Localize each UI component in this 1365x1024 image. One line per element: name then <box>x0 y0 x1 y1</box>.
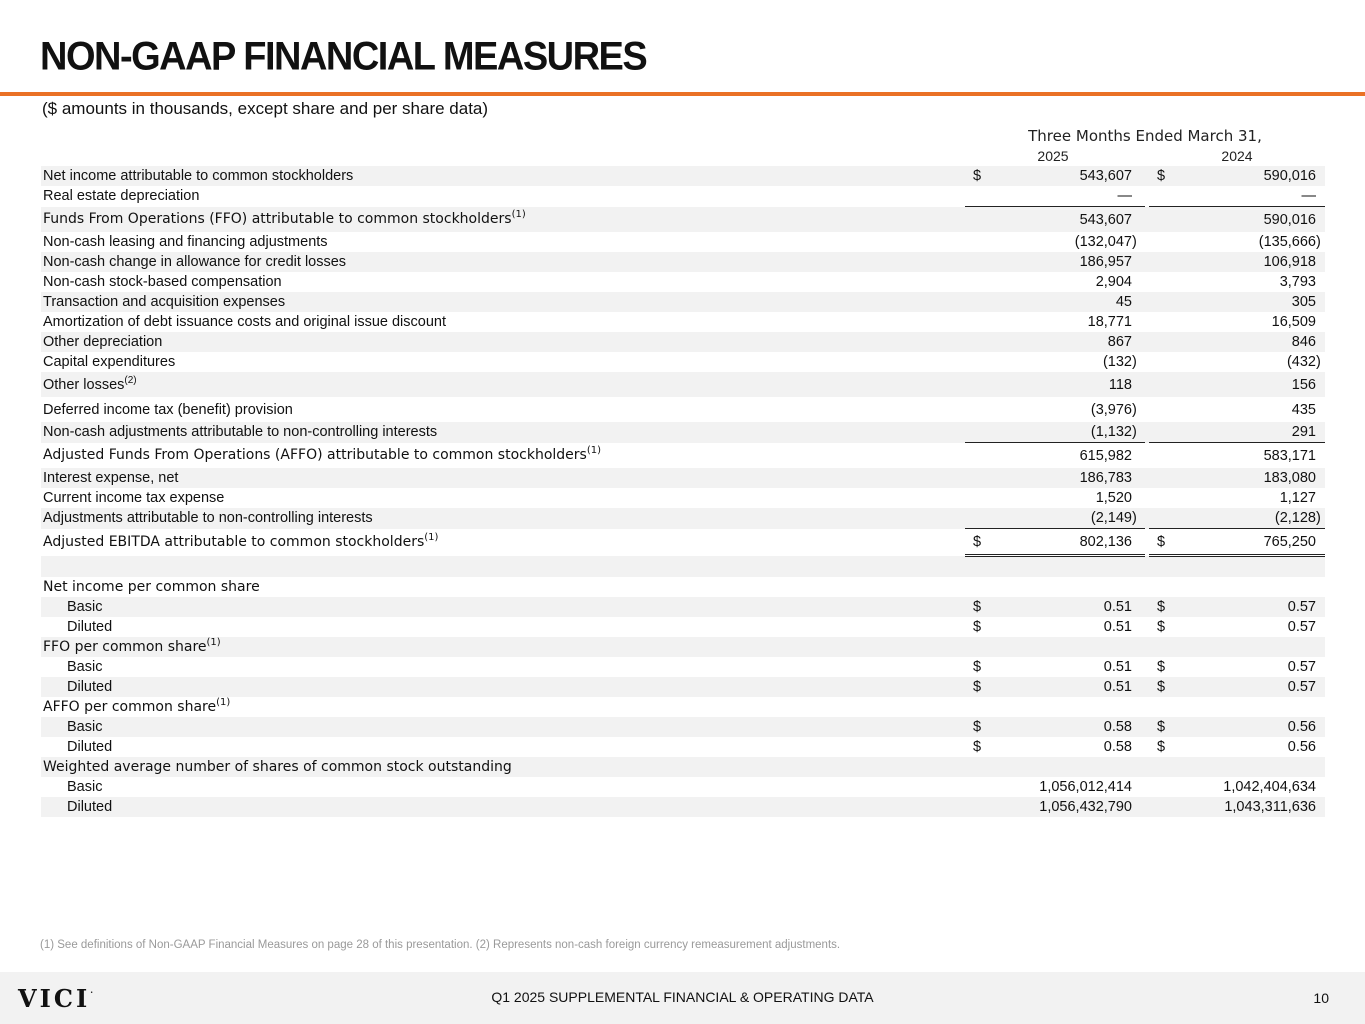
currency-2025: $ <box>973 739 982 755</box>
table-row <box>41 737 1325 757</box>
currency-2024 <box>1149 252 1173 272</box>
row-label: Other losses$^{(2)}$ <box>41 372 965 397</box>
value-2024: 291 <box>1173 422 1316 443</box>
row-label: Weighted average number of shares of common stock outstanding <box>41 757 965 777</box>
vici-logo: VICI· <box>18 984 96 1013</box>
row-label: Deferred income tax (benefit) provision <box>43 401 293 418</box>
value-2025: 615,982 <box>989 443 1132 469</box>
value-2024 <box>1173 637 1316 657</box>
currency-2024 <box>1149 352 1173 372</box>
currency-2024 <box>1149 422 1173 443</box>
row-label: Non-cash stock-based compensation <box>43 274 282 290</box>
currency-2025 <box>965 508 989 529</box>
page-number: 10 <box>1313 990 1329 1006</box>
paren-2024 <box>1316 292 1325 312</box>
currency-2025 <box>965 186 989 207</box>
table-row <box>41 637 1325 657</box>
value-2025: 802,136 <box>989 529 1132 556</box>
value-2024: 1,127 <box>1279 490 1316 506</box>
currency-2025 <box>965 468 989 488</box>
value-2024 <box>1173 577 1316 597</box>
paren-2025 <box>1132 797 1145 817</box>
paren-2025 <box>1132 717 1145 737</box>
currency-2025 <box>965 637 989 657</box>
table-row <box>41 186 1325 207</box>
paren-2024 <box>1316 717 1325 737</box>
table-row <box>41 697 1325 717</box>
paren-2025 <box>1132 617 1145 637</box>
paren-2025 <box>1132 252 1145 272</box>
value-2025: 186,957 <box>989 252 1132 272</box>
currency-2024 <box>1149 637 1173 657</box>
value-2024 <box>1173 757 1316 777</box>
currency-2024 <box>1149 488 1173 508</box>
paren-2024 <box>1316 422 1325 443</box>
paren-2025 <box>1132 677 1145 697</box>
table-row <box>41 292 1325 312</box>
table-row <box>41 272 1325 292</box>
footnote-ref: (1) <box>511 209 526 221</box>
table-row <box>41 797 1325 817</box>
currency-2024: $ <box>1149 717 1173 737</box>
table-row <box>41 443 1325 469</box>
paren-2025 <box>1132 757 1145 777</box>
value-2025: 18,771 <box>1087 314 1132 330</box>
paren-2024 <box>1316 186 1325 207</box>
row-label: Diluted <box>41 797 965 817</box>
row-label: Basic <box>41 717 965 737</box>
value-2024: 846 <box>1173 332 1316 352</box>
row-label: Non-cash adjustments attributable to non-controlling interests <box>41 422 965 443</box>
paren-2024 <box>1316 556 1325 578</box>
table-row <box>41 488 1325 508</box>
paren-2024 <box>1316 617 1325 637</box>
value-2024: 106,918 <box>1173 252 1316 272</box>
value-2024 <box>1173 556 1316 578</box>
paren-2025 <box>1132 443 1145 469</box>
currency-2025 <box>965 443 989 469</box>
paren-2024 <box>1316 468 1325 488</box>
value-2024: 0.57 <box>1173 677 1316 697</box>
value-2025: 0.51 <box>989 677 1132 697</box>
value-2024: 1,042,404,634 <box>1223 779 1316 795</box>
currency-2024: $ <box>1157 739 1166 755</box>
currency-2024 <box>1149 777 1173 797</box>
row-label: Transaction and acquisition expenses <box>41 292 965 312</box>
title-divider <box>0 92 1365 96</box>
paren-2025 <box>1132 657 1145 677</box>
paren-2024 <box>1316 529 1325 556</box>
currency-2024 <box>1149 757 1173 777</box>
value-2024: 0.56 <box>1173 717 1316 737</box>
paren-2025 <box>1132 597 1145 617</box>
value-2024: 305 <box>1173 292 1316 312</box>
row-label: Basic <box>67 659 103 675</box>
table-row <box>41 372 1325 397</box>
value-2024: 1,043,311,636 <box>1173 797 1316 817</box>
row-label: Adjusted EBITDA attributable to common stockholders$^{(1)}$ <box>43 532 439 550</box>
currency-2024 <box>1149 232 1173 252</box>
value-2025 <box>989 637 1132 657</box>
footnote-ref: (1) <box>206 637 221 648</box>
value-2025: 543,607 <box>989 207 1132 233</box>
currency-2024: $ <box>1157 659 1166 675</box>
row-label: AFFO per common share$^{(1)}$ <box>43 697 231 715</box>
value-2024: (432 <box>1286 354 1316 370</box>
paren-2025 <box>1132 737 1145 757</box>
row-label: Basic <box>67 779 103 795</box>
paren-2025 <box>1132 777 1145 797</box>
value-2025: 0.58 <box>989 717 1132 737</box>
table-row <box>41 232 1325 252</box>
paren-2025: ) <box>1132 508 1145 529</box>
table-row <box>41 597 1325 617</box>
value-2025: 186,783 <box>989 468 1132 488</box>
table-row <box>41 577 1325 597</box>
row-label: Non-cash leasing and financing adjustments <box>43 234 328 250</box>
footnote-ref: (1) <box>424 532 439 543</box>
value-2025: 0.58 <box>1103 739 1132 755</box>
row-label: Real estate depreciation <box>43 188 200 205</box>
paren-2024 <box>1316 397 1325 422</box>
table-row <box>41 508 1325 529</box>
non-gaap-table <box>41 166 1325 817</box>
currency-2024 <box>1149 797 1173 817</box>
table-row <box>41 332 1325 352</box>
currency-2025: $ <box>965 717 989 737</box>
currency-2025 <box>965 292 989 312</box>
currency-2024: $ <box>1149 529 1173 556</box>
paren-2025 <box>1132 207 1145 233</box>
table-row <box>41 617 1325 637</box>
row-label: FFO per common share$^{(1)}$ <box>41 637 965 657</box>
value-2025: 1,056,012,414 <box>1039 779 1132 795</box>
footnote-ref: (2) <box>124 374 137 386</box>
footnote-ref: (1) <box>216 697 231 708</box>
table-row <box>41 657 1325 677</box>
row-label: Current income tax expense <box>43 490 225 506</box>
footnote: (1) See definitions of Non-GAAP Financial Measures on page 28 of this presentation. (2) Represents non-cash foreign currency remeasurement adjustments. <box>40 939 841 951</box>
value-2024: (2,128 <box>1173 508 1316 529</box>
currency-2025 <box>965 232 989 252</box>
paren-2025 <box>1132 312 1145 332</box>
paren-2025 <box>1132 577 1145 597</box>
table-row <box>41 252 1325 272</box>
paren-2024 <box>1316 332 1325 352</box>
paren-2024 <box>1316 637 1325 657</box>
paren-2025 <box>1132 556 1145 578</box>
currency-2024 <box>1149 312 1173 332</box>
value-2024: 0.57 <box>1173 597 1316 617</box>
paren-2025 <box>1132 332 1145 352</box>
paren-2024 <box>1316 207 1325 233</box>
value-2024: 435 <box>1291 401 1316 418</box>
footnote-ref: (1) <box>586 445 602 457</box>
currency-2024: $ <box>1149 677 1173 697</box>
paren-2025 <box>1132 186 1145 207</box>
value-2024: (135,666 <box>1258 234 1316 250</box>
table-row <box>41 422 1325 443</box>
currency-2025 <box>965 252 989 272</box>
currency-2025 <box>965 556 989 578</box>
paren-2024: ) <box>1316 354 1321 370</box>
row-label: Adjusted Funds From Operations (AFFO) attributable to common stockholders$^{(1)}$ <box>43 445 602 464</box>
paren-2024 <box>1316 372 1325 397</box>
currency-2025: $ <box>965 529 989 556</box>
value-2025: (1,132 <box>989 422 1132 443</box>
paren-2024 <box>1316 577 1325 597</box>
table-row <box>41 468 1325 488</box>
paren-2024 <box>1316 677 1325 697</box>
currency-2024 <box>1149 697 1173 717</box>
row-label: Net income per common share <box>43 579 260 595</box>
currency-2024 <box>1149 577 1173 597</box>
paren-2024 <box>1316 312 1325 332</box>
value-2025: 1,056,432,790 <box>989 797 1132 817</box>
paren-2025 <box>1132 468 1145 488</box>
value-2025: (132,047 <box>1074 234 1132 250</box>
paren-2024 <box>1316 443 1325 469</box>
paren-2024 <box>1316 777 1325 797</box>
row-label: Basic <box>41 597 965 617</box>
paren-2025 <box>1132 292 1145 312</box>
currency-2024 <box>1149 292 1173 312</box>
paren-2025 <box>1132 697 1145 717</box>
paren-2024: ) <box>1316 234 1321 250</box>
currency-2025: $ <box>965 166 989 186</box>
paren-2024: ) <box>1316 508 1325 529</box>
value-2024: — <box>1173 186 1316 207</box>
row-label: Diluted <box>67 739 113 755</box>
value-2024: 16,509 <box>1271 314 1316 330</box>
value-2025: 0.51 <box>1103 659 1132 675</box>
currency-2024 <box>1149 372 1173 397</box>
currency-2025 <box>965 352 989 372</box>
footer-title: Q1 2025 SUPPLEMENTAL FINANCIAL & OPERATING DATA <box>491 989 874 1005</box>
currency-2025 <box>965 777 989 797</box>
paren-2025: ) <box>1132 422 1145 443</box>
paren-2024 <box>1316 597 1325 617</box>
value-2024: 590,016 <box>1173 166 1316 186</box>
paren-2024 <box>1316 166 1325 186</box>
value-2024: 765,250 <box>1173 529 1316 556</box>
paren-2025: ) <box>1132 401 1137 418</box>
value-2025: 867 <box>989 332 1132 352</box>
page-title: NON-GAAP FINANCIAL MEASURES <box>40 34 647 80</box>
value-2025: 0.51 <box>1103 619 1132 635</box>
currency-2025 <box>965 757 989 777</box>
units-note: ($ amounts in thousands, except share and per share data) <box>42 99 489 118</box>
currency-2025 <box>965 372 989 397</box>
currency-2024 <box>1149 397 1173 422</box>
value-2025: (132 <box>1102 354 1132 370</box>
paren-2024 <box>1316 737 1325 757</box>
currency-2024 <box>1149 556 1173 578</box>
paren-2024 <box>1316 697 1325 717</box>
currency-2024 <box>1149 332 1173 352</box>
currency-2024 <box>1149 272 1173 292</box>
paren-2025 <box>1132 488 1145 508</box>
table-row <box>41 717 1325 737</box>
currency-2025 <box>965 272 989 292</box>
currency-2025 <box>965 488 989 508</box>
paren-2025 <box>1132 372 1145 397</box>
value-2024: 3,793 <box>1279 274 1316 290</box>
paren-2024 <box>1316 488 1325 508</box>
value-2025: (3,976 <box>1090 401 1132 418</box>
value-2025 <box>989 556 1132 578</box>
currency-2025: $ <box>973 619 982 635</box>
table-row <box>41 777 1325 797</box>
value-2025: 2,904 <box>1095 274 1132 290</box>
table-row <box>41 529 1325 556</box>
paren-2024 <box>1316 757 1325 777</box>
value-2025: 1,520 <box>1095 490 1132 506</box>
paren-2025 <box>1132 529 1145 556</box>
currency-2024 <box>1149 508 1173 529</box>
currency-2025 <box>965 577 989 597</box>
paren-2025 <box>1132 637 1145 657</box>
currency-2025 <box>965 312 989 332</box>
currency-2024: $ <box>1149 166 1173 186</box>
value-2024: 0.57 <box>1287 619 1316 635</box>
currency-2025 <box>965 797 989 817</box>
row-label: Diluted <box>41 677 965 697</box>
currency-2025 <box>965 207 989 233</box>
table-row <box>41 166 1325 186</box>
table-row <box>41 677 1325 697</box>
currency-2024: $ <box>1157 619 1166 635</box>
row-label: Other depreciation <box>41 332 965 352</box>
currency-2024: $ <box>1149 597 1173 617</box>
row-label: Amortization of debt issuance costs and original issue discount <box>43 314 446 330</box>
value-2025: 45 <box>989 292 1132 312</box>
currency-2025 <box>965 332 989 352</box>
currency-2024 <box>1149 443 1173 469</box>
currency-2024 <box>1149 468 1173 488</box>
currency-2025 <box>965 397 989 422</box>
row-label: Non-cash change in allowance for credit losses <box>41 252 965 272</box>
value-2025: (2,149 <box>989 508 1132 529</box>
row-label: Net income attributable to common stockholders <box>41 166 965 186</box>
paren-2025 <box>1132 272 1145 292</box>
table-row <box>41 312 1325 332</box>
row-label: Funds From Operations (FFO) attributable to common stockholders$^{(1)}$ <box>41 207 965 233</box>
table-row <box>41 397 1325 422</box>
year-2024-header: 2024 <box>1221 148 1253 164</box>
table-row <box>41 556 1325 578</box>
value-2025: — <box>989 186 1132 207</box>
period-header: Three Months Ended March 31, <box>1028 127 1262 145</box>
paren-2024 <box>1316 252 1325 272</box>
currency-2025 <box>965 697 989 717</box>
table-row <box>41 757 1325 777</box>
value-2024 <box>1173 697 1316 717</box>
value-2025 <box>989 577 1132 597</box>
value-2024: 590,016 <box>1173 207 1316 233</box>
value-2025: 118 <box>989 372 1132 397</box>
row-label: Interest expense, net <box>41 468 965 488</box>
value-2025 <box>989 757 1132 777</box>
value-2024: 183,080 <box>1173 468 1316 488</box>
paren-2025: ) <box>1132 354 1137 370</box>
value-2024: 583,171 <box>1173 443 1316 469</box>
value-2025: 543,607 <box>989 166 1132 186</box>
row-label: Capital expenditures <box>43 354 176 370</box>
currency-2024 <box>1149 186 1173 207</box>
paren-2024 <box>1316 272 1325 292</box>
currency-2025: $ <box>965 597 989 617</box>
paren-2024 <box>1316 797 1325 817</box>
value-2025 <box>989 697 1132 717</box>
table-row <box>41 352 1325 372</box>
value-2025: 0.51 <box>989 597 1132 617</box>
currency-2024 <box>1149 207 1173 233</box>
paren-2025 <box>1132 166 1145 186</box>
currency-2025: $ <box>973 659 982 675</box>
row-label <box>41 556 965 578</box>
paren-2024 <box>1316 657 1325 677</box>
paren-2025: ) <box>1132 234 1137 250</box>
currency-2025: $ <box>965 677 989 697</box>
table-row <box>41 207 1325 233</box>
value-2024: 156 <box>1173 372 1316 397</box>
year-2025-header: 2025 <box>1037 148 1069 164</box>
value-2024: 0.57 <box>1287 659 1316 675</box>
row-label: Diluted <box>67 619 113 635</box>
value-2024: 0.56 <box>1287 739 1316 755</box>
row-label: Adjustments attributable to non-controlling interests <box>41 508 965 529</box>
currency-2025 <box>965 422 989 443</box>
